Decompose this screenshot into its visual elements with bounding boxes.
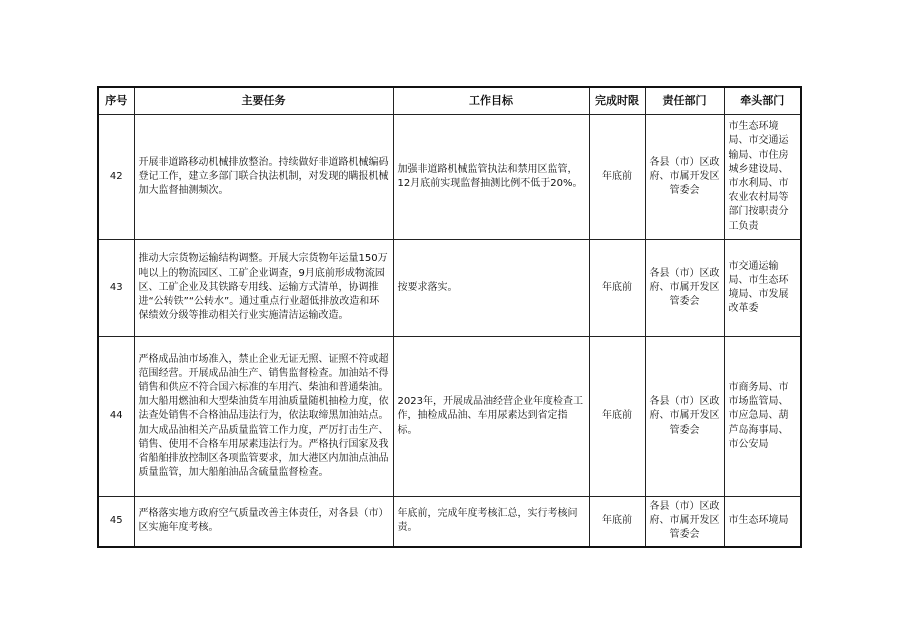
row-goal: 按要求落实。 [393, 240, 589, 337]
header-index: 序号 [98, 87, 134, 115]
row-lead: 市商务局、市市场监管局、市应急局、葫芦岛海事局、市公安局 [724, 337, 801, 497]
row-goal: 2023年，开展成品油经营企业年度检查工作，抽检成品油、车用尿素达到省定指标。 [393, 337, 589, 497]
row-index: 43 [98, 240, 134, 337]
row-responsible: 各县（市）区政府、市属开发区管委会 [645, 115, 724, 240]
row-lead: 市生态环境局、市交通运输局、市住房城乡建设局、市水利局、市农业农村局等部门按职责分工负责 [724, 115, 801, 240]
header-lead: 牵头部门 [724, 87, 801, 115]
table-row [98, 115, 801, 240]
row-responsible: 各县（市）区政府、市属开发区管委会 [645, 240, 724, 337]
header-responsible: 责任部门 [645, 87, 724, 115]
header-task: 主要任务 [134, 87, 393, 115]
row-lead: 市交通运输局、市生态环境局、市发展改革委 [724, 240, 801, 337]
table-row [98, 337, 801, 497]
row-deadline: 年底前 [589, 240, 645, 337]
row-goal: 年底前，完成年度考核汇总，实行考核问责。 [393, 497, 589, 547]
row-task: 严格落实地方政府空气质量改善主体责任，对各县（市）区实施年度考核。 [134, 497, 393, 547]
row-deadline: 年底前 [589, 115, 645, 240]
row-task: 开展非道路移动机械排放整治。持续做好非道路机械编码登记工作，建立多部门联合执法机制，对发现的瞒报机械加大监督抽测频次。 [134, 115, 393, 240]
row-goal: 加强非道路机械监管执法和禁用区监管，12月底前实现监督抽测比例不低于20%。 [393, 115, 589, 240]
row-deadline: 年底前 [589, 497, 645, 547]
row-responsible: 各县（市）区政府、市属开发区管委会 [645, 497, 724, 547]
row-index: 45 [98, 497, 134, 547]
header-goal: 工作目标 [393, 87, 589, 115]
row-lead: 市生态环境局 [724, 497, 801, 547]
row-task: 严格成品油市场准入，禁止企业无证无照、证照不符或超范围经营。开展成品油生产、销售监督检查。加油站不得销售和供应不符合国六标准的车用汽、柴油和普通柴油。加大船用燃油和大型柴油货车用油质量随机抽检力度，依法查处销售不合格油品违法行为，依法取缔黑加油站点。加大成品油相关产品质量监管工作力度，严厉打击生产、销售、使用不合格车用尿素违法行为。严格执行国家及我省船舶排放控制区各项监管要求，加大港区内加油点油品质量监管，加大船舶油品含硫量监督检查。 [134, 337, 393, 497]
table-header-row [98, 87, 801, 115]
row-index: 42 [98, 115, 134, 240]
table-row [98, 497, 801, 547]
row-deadline: 年底前 [589, 337, 645, 497]
table-row [98, 240, 801, 337]
task-table [97, 86, 802, 548]
header-deadline: 完成时限 [589, 87, 645, 115]
row-index: 44 [98, 337, 134, 497]
row-responsible: 各县（市）区政府、市属开发区管委会 [645, 337, 724, 497]
row-task: 推动大宗货物运输结构调整。开展大宗货物年运量150万吨以上的物流园区、工矿企业调查，9月底前形成物流园区、工矿企业及其铁路专用线、运输方式清单，协调推进“公转铁”“公转水”。通过重点行业超低排放改造和环保绩效分级等推动相关行业实施清洁运输改造。 [134, 240, 393, 337]
